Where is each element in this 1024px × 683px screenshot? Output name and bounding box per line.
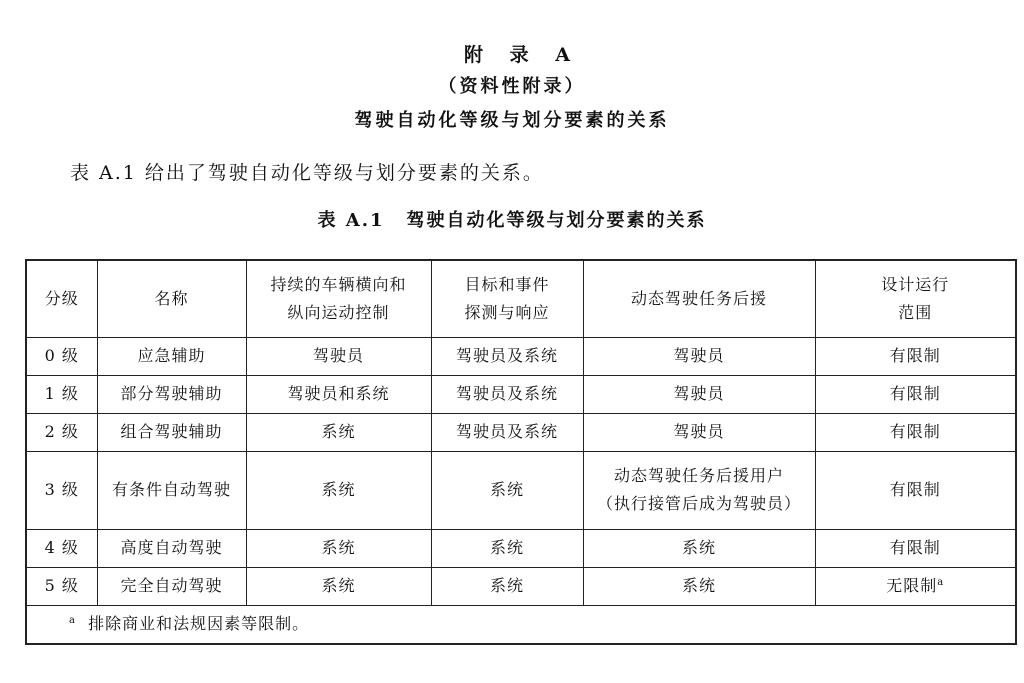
appendix-heading: 驾驶自动化等级与划分要素的关系 [354, 110, 670, 131]
cell-odd: 有限制 [815, 529, 1016, 567]
header-fallback-line: 动态驾驶任务后援 [630, 288, 767, 308]
table-row [26, 567, 1016, 605]
cell-name: 应急辅助 [97, 337, 246, 375]
header-level [26, 260, 97, 337]
cell-odd [815, 567, 1016, 605]
cell-name: 完全自动驾驶 [97, 567, 246, 605]
table-row [26, 529, 1016, 567]
cell-motion: 系统 [246, 529, 431, 567]
cell-fallback: 系统 [583, 567, 815, 605]
cell-level: 5 级 [26, 567, 97, 605]
cell-detection: 驾驶员及系统 [431, 337, 583, 375]
cell-name: 部分驾驶辅助 [97, 375, 246, 413]
header-odd-line-1: 设计运行 [881, 274, 950, 294]
header-motion-line-1: 持续的车辆横向和 [270, 274, 407, 294]
table-row [26, 375, 1016, 413]
header-level-line: 分级 [44, 288, 79, 308]
cell-name: 组合驾驶辅助 [97, 413, 246, 451]
cell-level: 4 级 [26, 529, 97, 567]
header-name [97, 260, 246, 337]
table-caption [0, 206, 1024, 232]
intro-paragraph: 表 A.1 给出了驾驶自动化等级与划分要素的关系。 [70, 162, 544, 184]
table-footnote-row [26, 605, 1016, 644]
table-row [26, 413, 1016, 451]
cell-odd: 有限制 [815, 375, 1016, 413]
cell-fallback [583, 451, 815, 529]
cell-fallback: 系统 [583, 529, 815, 567]
table-row [26, 451, 1016, 529]
cell-motion: 驾驶员 [246, 337, 431, 375]
header-detection-line-2: 探测与响应 [464, 302, 550, 322]
appendix-type: （资料性附录） [438, 76, 586, 97]
header-fallback [583, 260, 815, 337]
table-footnote [26, 605, 1016, 644]
cell-detection: 系统 [431, 529, 583, 567]
header-motion-control [246, 260, 431, 337]
cell-level: 0 级 [26, 337, 97, 375]
cell-level: 1 级 [26, 375, 97, 413]
footnote-text: 排除商业和法规因素等限制。 [88, 614, 310, 634]
cell-motion: 系统 [246, 567, 431, 605]
cell-level: 3 级 [26, 451, 97, 529]
table-row [26, 337, 1016, 375]
cell-motion: 驾驶员和系统 [246, 375, 431, 413]
cell-motion: 系统 [246, 413, 431, 451]
cell-level: 2 级 [26, 413, 97, 451]
header-detection [431, 260, 583, 337]
header-motion-line-2: 纵向运动控制 [287, 302, 390, 322]
cell-odd: 有限制 [815, 451, 1016, 529]
header-detection-line-1: 目标和事件 [464, 274, 550, 294]
header-odd-line-2: 范围 [898, 302, 933, 322]
cell-odd: 有限制 [815, 413, 1016, 451]
cell-fallback-line-1: 动态驾驶任务后援用户 [613, 466, 784, 485]
header-name-line: 名称 [154, 288, 189, 308]
table-header-row [26, 260, 1016, 337]
appendix-title: 附 录 A [464, 44, 580, 66]
table-caption-title: 驾驶自动化等级与划分要素的关系 [406, 210, 707, 231]
cell-fallback-line-2: （执行接管后成为驾驶员） [596, 494, 801, 513]
cell-odd-text: 无限制 [886, 576, 938, 595]
table-caption-number: 表 A.1 [317, 210, 385, 231]
cell-detection: 驾驶员及系统 [431, 375, 583, 413]
cell-name: 高度自动驾驶 [97, 529, 246, 567]
cell-fallback: 驾驶员 [583, 375, 815, 413]
cell-fallback: 驾驶员 [583, 337, 815, 375]
automation-level-table [25, 259, 1017, 645]
cell-detection: 驾驶员及系统 [431, 413, 583, 451]
cell-fallback: 驾驶员 [583, 413, 815, 451]
cell-detection: 系统 [431, 567, 583, 605]
cell-odd: 有限制 [815, 337, 1016, 375]
footnote-marker: a [69, 615, 76, 627]
header-odd [815, 260, 1016, 337]
cell-name: 有条件自动驾驶 [97, 451, 246, 529]
cell-motion: 系统 [246, 451, 431, 529]
footnote-reference: a [937, 577, 945, 588]
cell-detection: 系统 [431, 451, 583, 529]
